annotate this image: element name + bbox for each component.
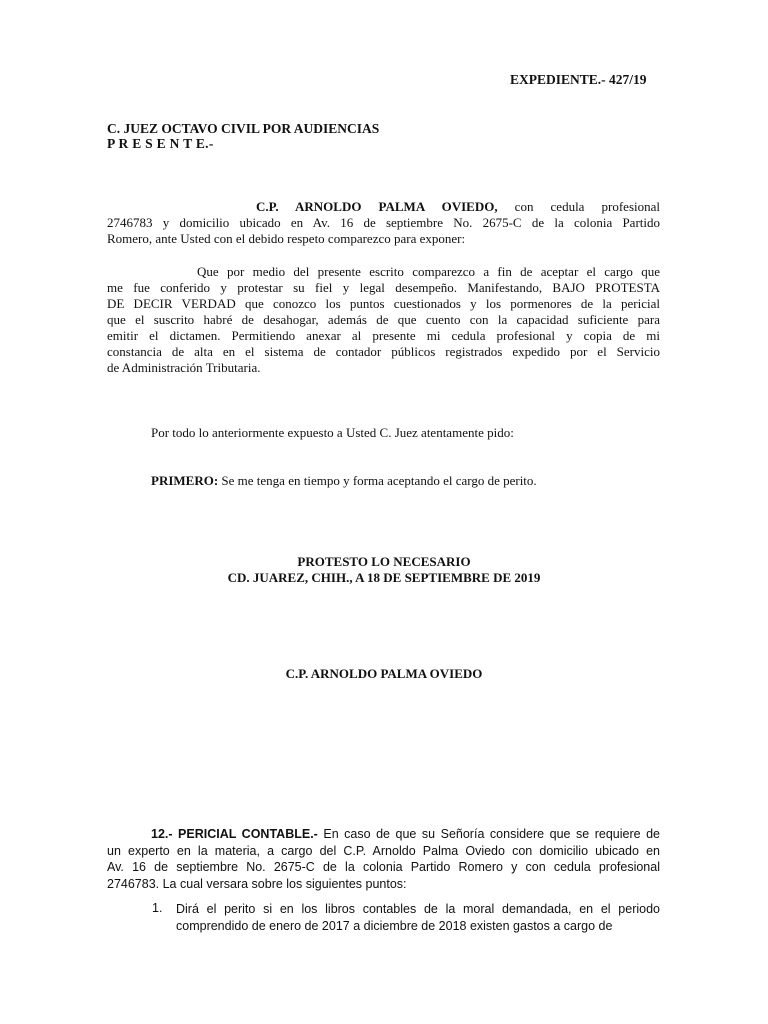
- intro-paragraph: [107, 199, 660, 247]
- pericial-label: 12.- PERICIAL CONTABLE.-: [151, 827, 318, 841]
- point-1-line-1: Dirá el perito si en los libros contables de la moral demandada, en el periodo: [176, 902, 660, 916]
- primero-line: [151, 473, 537, 489]
- closing-place-date: CD. JUAREZ, CHIH., A 18 DE SEPTIEMBRE DE 2019: [227, 570, 541, 585]
- primero-label: PRIMERO:: [151, 473, 219, 488]
- intro-line-3: Romero, ante Usted con el debido respeto comparezco para exponer:: [107, 231, 466, 246]
- intro-line-1-rest: con cedula profesional: [514, 199, 661, 214]
- primero-text: Se me tenga en tiempo y forma aceptando el cargo de perito.: [221, 473, 537, 488]
- case-number: EXPEDIENTE.- 427/19: [510, 72, 647, 87]
- point-1-number: 1.: [152, 901, 163, 915]
- body-line-2: me fue conferido y protestar su fiel y legal desempeño. Manifestando, BAJO PROTESTA: [107, 280, 660, 295]
- pericial-line-2: un experto en la materia, a cargo del C.P. Arnoldo Palma Oviedo con domicilio ubicado en: [107, 843, 660, 858]
- pericial-line-3: Av. 16 de septiembre No. 2675-C de la colonia Partido Romero y con cedula profesional: [107, 860, 660, 874]
- addressee-present: P R E S E N T E.-: [107, 136, 214, 151]
- body-line-3: DE DECIR VERDAD que conozco los puntos cuestionados y los pormenores de la pericial: [107, 296, 660, 311]
- pericial-line-1-rest: En caso de que su Señoría considere que se requiere de: [323, 827, 661, 841]
- request-text: Por todo lo anteriormente expuesto a Usted C. Juez atentamente pido:: [151, 425, 514, 440]
- pericial-line-4: 2746783. La cual versara sobre los siguientes puntos:: [107, 876, 407, 891]
- body-paragraph: [107, 264, 660, 376]
- signature-name: C.P. ARNOLDO PALMA OVIEDO: [285, 666, 483, 681]
- body-line-5: emitir el dictamen. Permitiendo anexar al presente mi cedula profesional y copia de mi: [107, 328, 660, 343]
- body-line-7: de Administración Tributaria.: [107, 360, 261, 375]
- intro-line-1: [107, 199, 660, 215]
- closing-protesto: PROTESTO LO NECESARIO: [297, 554, 471, 569]
- pericial-paragraph: [107, 826, 660, 892]
- pericial-line-1: [107, 826, 660, 843]
- body-line-4: que el suscrito habré de desahogar, además de que cuento con la capacidad suficiente para: [107, 312, 660, 327]
- point-1-line-2: comprendido de enero de 2017 a diciembre de 2018 existen gastos a cargo de: [176, 918, 613, 933]
- body-line-1: Que por medio del presente escrito comparezco a fin de aceptar el cargo que: [197, 264, 660, 279]
- body-line-6: constancia de alta en el sistema de contador públicos registrados expedido por el Servicio: [107, 344, 660, 359]
- addressee-title: C. JUEZ OCTAVO CIVIL POR AUDIENCIAS: [107, 121, 380, 136]
- intro-line-2: 2746783 y domicilio ubicado en Av. 16 de septiembre No. 2675-C de la colonia Partido: [107, 215, 660, 230]
- point-1-text: [176, 901, 660, 934]
- intro-name: C.P. ARNOLDO PALMA OVIEDO,: [256, 199, 498, 214]
